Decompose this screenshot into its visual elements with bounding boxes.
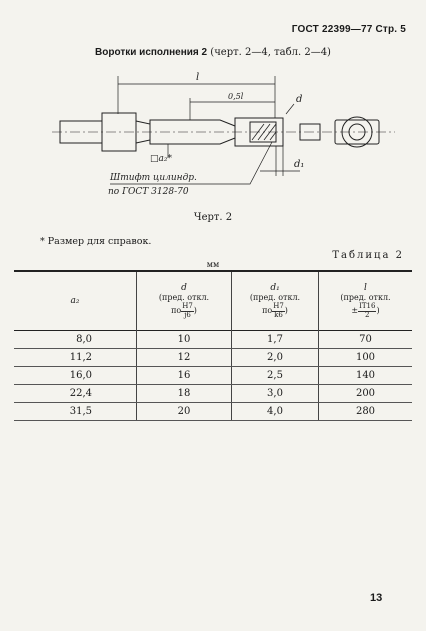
header-d: d (пред. откл. по $\frac{H7}{j6}$ ) (137, 271, 232, 331)
cell-d: 10 (137, 331, 232, 349)
header-d1: d₁ (пред. откл. по $\frac{H7}{k6}$ ) (232, 271, 319, 331)
cell-d1: 3,0 (232, 385, 319, 403)
label-a2: □a₂* (150, 154, 172, 164)
hatch-line (270, 132, 276, 140)
cell-l: 70 (319, 331, 413, 349)
table-row (14, 403, 412, 421)
dim-d-leader (286, 104, 294, 114)
header-a2: a₂ (70, 295, 80, 306)
cell-a2: 22,4 (14, 385, 137, 403)
title-bold: Воротки исполнения 2 (95, 47, 208, 58)
label-pin-1: Штифт цилиндр. (110, 173, 197, 183)
cell-a2: 11,2 (14, 349, 137, 367)
technical-drawing (50, 66, 400, 216)
cell-d: 20 (137, 403, 232, 421)
figure-caption: Черт. 2 (193, 212, 233, 223)
cell-a2: 8,0 (14, 331, 137, 349)
cell-d: 12 (137, 349, 232, 367)
table-row (14, 367, 412, 385)
label-pin-2: по ГОСТ 3128-70 (108, 187, 189, 197)
page-header: ГОСТ 22399—77 Стр. 5 (291, 24, 406, 35)
table-row (14, 385, 412, 403)
cell-l: 100 (319, 349, 413, 367)
header-l: l (пред. откл. ± $\frac{IT16}{2}$ ) (319, 271, 413, 331)
spec-table (14, 270, 412, 421)
cell-l: 140 (319, 367, 413, 385)
page-number: 13 (370, 592, 383, 604)
cell-l: 200 (319, 385, 413, 403)
table-header-row (14, 271, 412, 331)
cell-d1: 4,0 (232, 403, 319, 421)
label-05l: 0,5l (228, 92, 244, 101)
table-row (14, 331, 412, 349)
unit-label: мм (206, 260, 220, 269)
footnote: * Размер для справок. (40, 236, 152, 247)
cell-d1: 2,5 (232, 367, 319, 385)
label-l: l (196, 72, 200, 83)
table-label: Таблица 2 (332, 250, 404, 261)
label-d1: d₁ (294, 159, 305, 170)
cell-a2: 31,5 (14, 403, 137, 421)
cell-d: 16 (137, 367, 232, 385)
title-refs: (черт. 2—4, табл. 2—4) (210, 47, 331, 58)
label-d: d (296, 94, 303, 105)
cell-d: 18 (137, 385, 232, 403)
cell-d1: 1,7 (232, 331, 319, 349)
cell-a2: 16,0 (14, 367, 137, 385)
table-row (14, 349, 412, 367)
cell-d1: 2,0 (232, 349, 319, 367)
section-title (0, 47, 426, 58)
cell-l: 280 (319, 403, 413, 421)
